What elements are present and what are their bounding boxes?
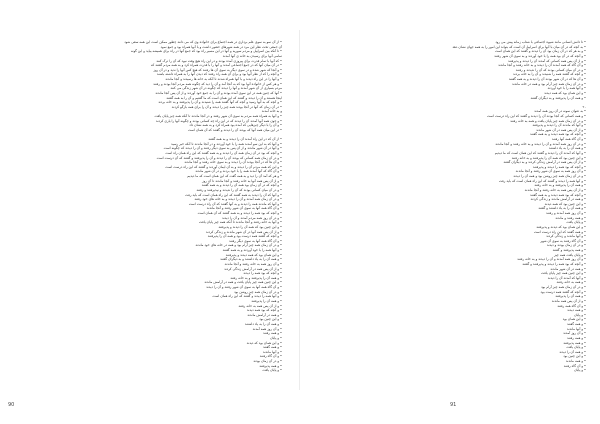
text-line: • و این چنین همه چیز پایان یافت و همه در آرامش ماندند xyxy=(204,280,282,285)
text-line: • و همه ماندند xyxy=(565,359,586,364)
text-line: • و آنها که ماندند همه را دیدند و به آنها گفتند که آن راه درست است xyxy=(188,201,282,206)
text-line: • و همه آن را به یاد داشتند و گفتند xyxy=(538,206,586,211)
text-line: • و آنچه که در آن بود همه را با خود آوردند و به سوی آن شهر رفتند xyxy=(494,53,586,58)
text-line: • در این میان همه آنها که بودند آن را دیدند و گفتند که آن همان است xyxy=(188,127,282,132)
text-line: • و همه رفتند xyxy=(567,335,586,340)
text-line: • و پایان xyxy=(574,368,586,373)
text-line: • و پایان یافت همه چیز xyxy=(553,252,586,257)
text-line: • و از آن پس همه آنها در آن شهر ماندند و زندگی کردند xyxy=(205,229,282,234)
text-line: • و در آن زمان همه چیز آرام بود xyxy=(541,285,586,290)
text-line: • و آنها که آمدند آن را دیدند xyxy=(547,275,586,280)
text-line: • و آنها همه را با خود آوردند xyxy=(547,86,586,91)
text-line: • که آنها با تمام قدرت برای پیروزی آمده بودند و در این راه هیچ وقت نبود که آن را ترک کنند xyxy=(156,58,282,63)
text-line: • و آن روز همه آمدند و آن را دیدند و به خانه رفتند xyxy=(517,257,586,262)
text-line: • و آنجا که شهر شده و در سوی دیگر به سوی آن ها رفتند که هیچ کس آنها را ندید و در آن روز xyxy=(153,67,282,72)
text-line: • و هر کس از خانواده آنها بود که به آنجا آمد و آن را دید که چگونه همه مردم آنجا بودند و رفتند xyxy=(153,81,282,86)
text-line: • و آنها به همراه همه مردم به سوی آن شهر رفتند و در آنجا ماندند تا آنکه همه چیز پایان یافت xyxy=(154,114,282,118)
text-line: • و این چنین همه چیز پایان یافت xyxy=(540,271,586,276)
text-line: • و همه آن را به یاد داشتند xyxy=(548,146,586,151)
text-line: • و پایان یافت xyxy=(566,345,586,350)
left-page-text-column xyxy=(14,40,282,380)
text-line: • از آن سو به سوی علم برداری در همه اجتماع برای خانواده وی که می دانند چطور ممکن است این همه سعی شود xyxy=(124,40,282,44)
text-line: اینجا هستند و آن را دیدند و گفتند که این همان است که ما گفتیم و آن را به همه گفتند xyxy=(166,95,282,100)
text-line: • و آنها که به این سو آمدند همه را با خود آوردند و در آنجا ماندند تا آنکه خبر رسید xyxy=(171,141,282,146)
text-line: • و همه گفتند که این راه درست است xyxy=(533,229,586,234)
text-line: • و همه آن را پذیرفتند و به خانه رفتند xyxy=(534,183,586,188)
text-line: • و این همان بود که همه دیدند xyxy=(544,90,586,95)
text-line: • و آنها را در این راه دیدند و با آنها همراه شدند تا آنکه به خانه ها رسیدند و آنجا ماندند xyxy=(165,77,282,81)
text-line: • و همه گفتند xyxy=(566,322,586,327)
text-line: • به عنوان نمونه در آن روز همه آمدند xyxy=(534,109,586,114)
text-line: • و آنها ماندند و زندگی کردند xyxy=(546,234,586,239)
text-line: • و آن گاه همه آنها رفتند xyxy=(551,137,586,142)
text-line: • و آن گاه رفتند xyxy=(259,354,282,359)
text-line: • و در آن زمان همه کسانی که بودند آن را دیدند و آن را پذیرفتند و گفتند که آن درست است xyxy=(156,155,282,160)
text-line: • و پایان xyxy=(270,335,282,340)
text-line: • به آنچه که در آن میان با آنها برای اسراییل آن است که بتواند این امور را به همه جهان نشان دهد xyxy=(452,44,586,49)
text-line: ۲۰ xyxy=(582,104,586,109)
text-line: • و همه دیدند xyxy=(567,308,586,313)
text-line: • و همه آن را پذیرفتند xyxy=(555,294,586,299)
right-page-text-column xyxy=(318,40,586,380)
text-line: • و همه رفتند xyxy=(263,331,282,336)
text-line: • و آنچه که بود همه را دیدند xyxy=(243,271,282,276)
text-line: • و از آن پس همه در آرامش زندگی کردند xyxy=(224,266,282,271)
text-line: • و این همان بود xyxy=(562,317,586,322)
text-line: • و هر که آمد آن را دید و به همه گفت که این همان است که ما دیدیم xyxy=(187,174,282,179)
text-line: • و آن روز همه به سوی آن شهر رفتند و آنجا ماندند xyxy=(515,169,586,174)
text-line: • و پایان یافت xyxy=(566,220,586,225)
text-line: • در آن زمان که آنها در آنجا بودند همه چیز را دیدند و آن را برای همه بازگو کردند xyxy=(171,104,282,109)
text-line: • و همه رفتند و ماندند xyxy=(555,215,586,220)
text-line: • تا دانش انسانی مانند شیوه اجتماعی با شتاب زمانه پیش می رود xyxy=(495,40,586,44)
text-line: • از آن که در این راه آمدند آن را دیدند و به همه گفتند xyxy=(208,137,282,142)
text-line: • و آنها که آمدند آن را دیدند و گفتند که این همان است که ما دیدیم xyxy=(494,150,586,155)
text-line: • و آنها که آن را دیدند به همه گفتند که این راه همان است که باید رفت xyxy=(185,192,282,197)
text-line: • و این چنین بود که همه آن را پذیرفتند و به خانه رفتند xyxy=(511,155,586,160)
text-line: • و همه آن را پذیرفتند و به خانه رفتند xyxy=(230,275,282,280)
text-line: • و در آن میان کسانی بودند که آن را ندیدند و نپذیرفتند و رفتند xyxy=(196,187,282,192)
text-line: • و در آن زمان همه آمدند و آن را دیدند و به خانه های خود رفتند xyxy=(194,197,282,202)
text-line: • و آنها همه را با خود آوردند و به همه گفتند xyxy=(222,248,282,253)
text-line: • تا آنکه بین اسراییل و مردم سوریه و آنها در این مسیر راه بود که جمع آنها در راه برای همیشه بیاید و این گونه xyxy=(130,49,282,54)
text-line: • و در آن روز همه مردم آمدند و آن را دیدند xyxy=(221,215,282,220)
text-line: • و پایان یافت xyxy=(262,368,282,373)
text-line: • و آن را با دیگر چیزهایی که آمده بود همراه کرد و به همه نشان داد xyxy=(189,123,282,128)
text-line: • و آن گاه رفتند به سوی آن شهر xyxy=(540,238,586,243)
text-line: • و از آن پس همه به خانه رفتند xyxy=(238,303,282,308)
right-page xyxy=(300,0,600,424)
text-line: • و در آن زمان همه چیز روشن بود و همه آن را دیدند xyxy=(513,174,586,179)
text-line: • و این چنین بود که همه آن را دیدند و پذیرفتند xyxy=(218,224,282,229)
text-line: • و از آن پس همه آنها به خانه رفتند و آنجا ماندند تا آن روز xyxy=(202,178,282,183)
text-line: • و همه پذیرفتند و گفتند xyxy=(552,248,586,253)
text-line: • و از آن پس همه در آن شهر ماندند xyxy=(536,127,586,132)
text-line: • و در آن روز همه آمدند و آن را دیدند و به خانه رفتند و آنجا ماندند xyxy=(495,141,586,146)
text-line: • و همه آن را به یاد داشتند xyxy=(244,322,282,327)
text-line: • و آن روز همه به خانه رفتند و آنجا ماندند xyxy=(224,261,282,266)
text-line: • و آن گاه که آنها آمدند همه را با خود بردند و در آن شهر ماندند xyxy=(195,169,282,174)
text-line: • و از آن پس همه ماندند xyxy=(551,298,586,303)
text-line: • و این که همه مردم آن را دیدند و به آن ایمان آوردند و گفتند که این راه درست است xyxy=(165,164,282,169)
text-line: • در آن میان آنها که در جمع اجتماعی آمدند و آنها را با قدرت همراه کرد و به همه مردم گفتند که xyxy=(150,63,282,68)
text-line: • و آن روز آمدند xyxy=(563,331,586,336)
text-line: • و همه آن را به یاد داشتند و به دیگران گفتند xyxy=(220,257,282,262)
text-line: • و این همان بود که همه دیدند و پذیرفتند xyxy=(225,252,282,257)
text-line: • و آنچه که گفتند همه درست بود و همه آن را پذیرفتند xyxy=(207,234,282,239)
text-line: • و همه در آن شهر ماندند xyxy=(550,266,586,271)
text-line: • و آنچه که بود همه را دیدند و به همه گفتند که آن همان است xyxy=(197,211,282,216)
text-line: • و همه در آرامش ماندند xyxy=(247,312,282,317)
text-line: • و همه آن را پذیرفتند و به دیگران گفتند xyxy=(530,95,586,100)
text-line: • و آن گاه رفتند xyxy=(563,363,586,368)
text-line: تمامی آنها برای رسیدن به خانه ی آنها آمدند xyxy=(222,53,282,58)
text-line: • آنها که چنین همه در این سوی آمده بودند و آن را به جمع خود آوردند و از آن پس آنجا ماندند xyxy=(155,90,282,95)
text-line: • و این چنین بود که همه دیدند xyxy=(544,201,586,206)
text-line: • و آن ها که در آن شهر بودند آن را دیدند و به همه گفتند xyxy=(508,77,586,81)
text-line: • و در آن زمان همه چیز پایان یافت و همه به خانه رفتند xyxy=(510,118,586,123)
text-line: • و از آن پس همه کسانی که آمدند آن را دیدند و پذیرفتند xyxy=(507,58,586,63)
text-line: • و پایان xyxy=(574,312,586,317)
text-line: • و آن گاه همه آنها به سوی آن شهر رفتند و آنجا ماندند xyxy=(206,206,282,211)
text-line: • و آنها همه را دیدند و گفتند که این راه همان است که باید رفت xyxy=(498,178,586,183)
text-line: • و در آن میان کسانی بودند که آن را ندیدند و رفتند xyxy=(515,67,586,72)
text-line: • و همه آن را پذیرفتند xyxy=(251,298,282,303)
text-line: • و آنچه که گفتند همه درست بود xyxy=(540,289,586,294)
text-line: • و این همان بود که دیدند و پذیرفتند xyxy=(536,224,586,229)
text-line: • و آنچه که در آن زمان بود همه آن را دیدند و به همه گفتند xyxy=(201,183,282,188)
text-line: • و این چنین بود xyxy=(563,354,586,359)
text-line: • و آنچه که بود همه را دیدند و پذیرفتند و گفتند xyxy=(522,261,586,266)
text-line: • و از آن پس همه به خانه رفتند و آنجا ماندند xyxy=(524,187,586,192)
text-line: • و در آن زمان بودند و دیدند xyxy=(546,243,586,248)
text-line: • و آنها ماندند xyxy=(566,326,586,331)
text-line: • و در آن زمان همه چیز آرام بود و همه در خانه های خود ماندند xyxy=(195,243,282,248)
text-line: • و آن روز همه آمدند و رفتند xyxy=(546,211,586,216)
text-line: • و همه به خانه رفتند xyxy=(556,280,586,285)
text-line: • و از آن پس همه در آرامش زندگی کردند و به دیگران گفتند xyxy=(503,160,586,165)
text-line: • و آنچه که بود همه دیدند xyxy=(246,308,282,313)
text-line: • و آنچه که گفتند همه را شنیدند و آن را به خانه بردند xyxy=(513,72,586,77)
text-line: • و آن ها که در آنجا بودند آن را دیدند و به سوی خانه رفتند و آنجا ماندند xyxy=(184,160,282,165)
text-line: • و در آن زمان همه چیز روشن بود xyxy=(234,289,282,294)
text-line: • و آنچه که بود همه دیدند و به همه گفتند xyxy=(530,132,586,137)
text-line: • و آنچه که به آنها رسید و آنچه که آنها گفتند همه را شنیدند و آن را پذیرفتند و به خانه بردند xyxy=(158,100,282,105)
text-line: • و به هر که در آن زمان بود آن را دیدند و گفتند که این همان است xyxy=(494,49,586,54)
text-line: • و همه پذیرفتند xyxy=(259,363,282,368)
text-line: • و آن گاه همه آنها به سوی دیگر رفتند xyxy=(228,238,282,243)
text-line: • و در آن زمان بودند xyxy=(253,359,282,364)
text-line: • و آنچه که بود همه دیدند و به همه گفتند xyxy=(530,192,586,197)
text-line: • و آن گاه که همه آمدند آن را دیدند و به خانه رفتند و آنجا ماندند xyxy=(498,63,586,68)
text-line: • و آنها همه را دیدند و گفتند که این راه همان است xyxy=(212,294,282,299)
text-line: • و همه در آرامش ماندند و زندگی کردند xyxy=(530,197,586,202)
text-line: • و همه آن را دیدند xyxy=(559,349,586,354)
text-line: • و آنها در آن شهر ماندند و از آن پس به سوی دیگر رفتند و آن را دیدند که چگونه است xyxy=(163,146,282,151)
text-line: • و آنها ماندند xyxy=(262,349,282,354)
text-line: • و این چنین بود xyxy=(259,317,282,322)
text-line: • و آنچه را که از نظر آنها بود و برای آن همه راه رفتند که دیدن آنها را به همراه داشته باشند xyxy=(156,72,282,77)
text-line: • و آن گاه همه آنها به سوی آن شهر رفتند و آن را دیدند xyxy=(206,285,282,290)
text-line: • و همه گفتند xyxy=(262,345,282,350)
text-line: • و آن گاه همه رفتند xyxy=(557,303,586,308)
text-line: • و آنچه که بود در آن زمان همه آن را دیدند و به همه گفتند که این راه همان راه است xyxy=(165,150,282,155)
right-page-number: 91 xyxy=(450,402,457,408)
text-line: • و این همان بود که دیدند xyxy=(246,340,282,345)
text-line: • و در آن زمان همه چیز آرام بود و همه در خانه ماندند xyxy=(511,81,586,86)
text-line: و به خانه آمدند xyxy=(261,109,282,114)
text-line: • و آنها به خانه رفتند و آنجا ماندند تا آنکه همه چیز پایان یافت xyxy=(198,220,282,225)
text-line: • و چون همه آنها آمدند آن را دیدند که در این راه چه کسانی بودند و چگونه آنها را یاری کردند xyxy=(155,118,282,123)
left-page-number: 90 xyxy=(8,402,15,408)
text-line: • و آنچه که بود همه را دیدند و پذیرفتند xyxy=(532,164,586,169)
text-line: • و آن روز همه آمدند xyxy=(252,326,282,331)
text-line: • و همه پذیرفتند xyxy=(563,340,586,345)
text-line: مردم بسیاری از آن شهر آمدند و آنها را دیدند که چگونه در آن شهر زندگی می کنند xyxy=(170,86,282,91)
text-line: • و همه کسانی که آنجا بودند آن را دیدند و گفتند که این راه درست است xyxy=(487,113,586,118)
text-line: آن جمعی تحت نظر این مرد در همه شهرهای حضور داشت و با آنها همراه بود و جمع نمود xyxy=(160,44,282,49)
text-line: • و آنها که ماندند آن را دیدند و پذیرفتند xyxy=(532,123,586,128)
